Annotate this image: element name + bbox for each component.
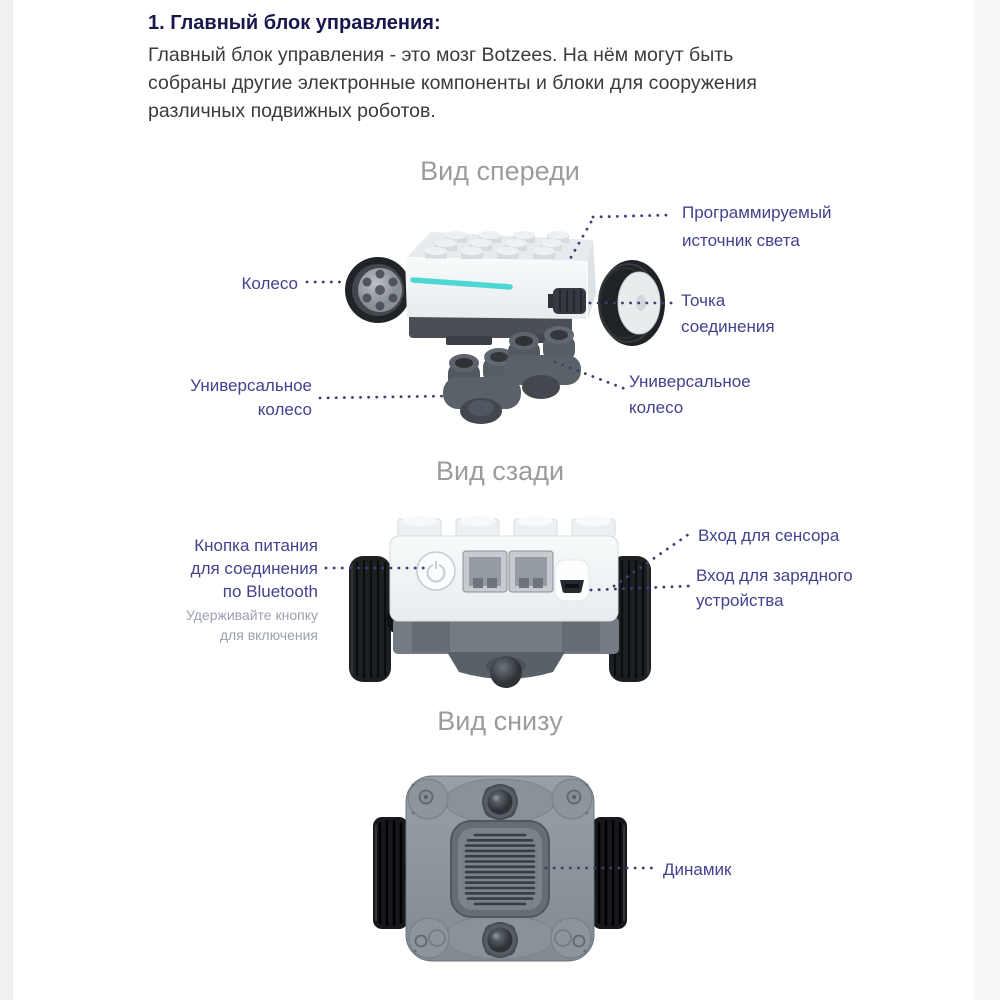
page-right-edge <box>974 0 1000 1000</box>
bottom-view-heading: Вид снизу <box>437 706 563 736</box>
label-speaker: Динамик <box>663 860 732 879</box>
rear-undercarriage <box>393 617 619 688</box>
paragraph-line: Главный блок управления - это мозг Botzees. На нём могут быть <box>148 44 734 66</box>
paragraph-line: собраны другие электронные компоненты и блоки для сооружения <box>148 72 757 94</box>
label-charger-input: Вход для зарядного устройства <box>696 566 853 610</box>
bottom-view-illustration <box>300 755 700 990</box>
label-connection-point: Точка соединения <box>681 291 775 336</box>
label-universal-wheel-right: Универсальное колесо <box>629 372 751 417</box>
ball-caster-bottom <box>483 923 517 957</box>
power-button <box>417 552 455 590</box>
connection-point-knob <box>548 288 586 314</box>
leader-universal-left <box>320 396 448 398</box>
page-title: 1. Главный блок управления: <box>148 12 441 34</box>
label-power-button: Кнопка питания для соединения по Bluetooth <box>190 536 318 601</box>
speaker-grille <box>451 821 549 917</box>
label-power-note: Удерживайте кнопку для включения <box>185 607 318 643</box>
page-left-edge <box>0 0 13 1000</box>
ball-caster-top <box>483 785 517 819</box>
sensor-port-left <box>463 551 507 592</box>
paragraph-line: различных подвижных роботов. <box>148 100 436 122</box>
intro-paragraph <box>148 41 757 125</box>
sensor-port-right <box>509 551 553 592</box>
caster-ball <box>490 656 522 688</box>
label-programmable-light: Программируемый источник света <box>682 203 832 250</box>
leader-light <box>593 215 671 217</box>
label-wheel: Колесо <box>241 274 298 293</box>
front-wheel <box>345 257 411 323</box>
rear-view-heading: Вид сзади <box>435 456 565 486</box>
charging-port <box>555 560 589 601</box>
label-sensor-input: Вход для сенсора <box>698 526 840 545</box>
front-view-heading: Вид спереди <box>420 156 580 186</box>
label-universal-wheel-left: Универсальное колесо <box>190 376 312 419</box>
